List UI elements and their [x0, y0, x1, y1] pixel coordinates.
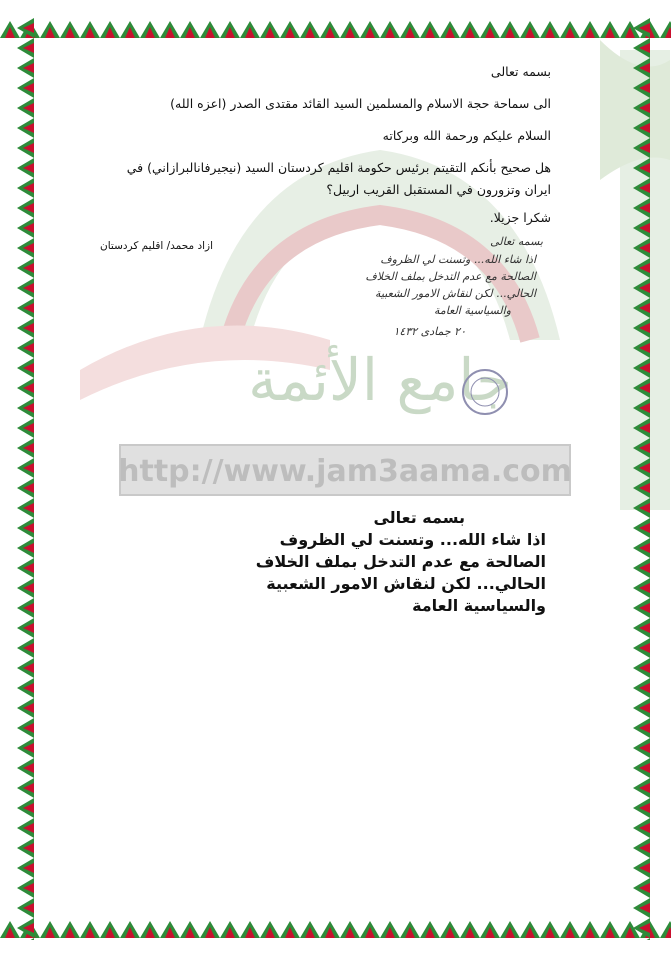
border-motif: [17, 858, 34, 878]
border-motif: [633, 198, 650, 218]
border-motif: [17, 558, 34, 578]
letter-sender: ازاد محمد/ اقليم كردستان: [100, 240, 214, 252]
border-motif: [633, 598, 650, 618]
border-motif: [17, 718, 34, 738]
border-motif: [300, 21, 320, 38]
border-motif: [633, 58, 650, 78]
border-motif: [633, 498, 650, 518]
border-motif: [17, 18, 34, 38]
border-motif: [17, 398, 34, 418]
border-motif: [460, 921, 480, 938]
transcription-line3: الصالحة مع عدم التدخل بملف الخلاف: [255, 552, 546, 571]
border-motif: [560, 921, 580, 938]
transcription-line2: اذا شاء الله... وتسنت لي الظروف: [279, 530, 546, 549]
border-motif: [320, 21, 340, 38]
letter-thanks: شكرا جزيلا.: [489, 210, 551, 225]
border-left: [14, 18, 36, 940]
border-motif: [17, 798, 34, 818]
border-motif: [633, 898, 650, 918]
border-motif: [633, 718, 650, 738]
border-motif: [17, 238, 34, 258]
border-motif: [633, 618, 650, 638]
border-motif: [280, 21, 300, 38]
border-motif: [17, 758, 34, 778]
border-motif: [633, 858, 650, 878]
border-motif: [17, 838, 34, 858]
watermark-logo-text: جامع الأئمة: [248, 346, 512, 414]
border-motif: [520, 921, 540, 938]
border-motif: [480, 921, 500, 938]
border-motif: [360, 21, 380, 38]
border-motif: [17, 258, 34, 278]
border-motif: [633, 158, 650, 178]
border-motif: [17, 78, 34, 98]
border-motif: [633, 438, 650, 458]
letter-question-line2: ايران وتزورون في المستقبل القريب اربيل؟: [326, 182, 551, 197]
border-motif: [600, 921, 620, 938]
border-motif: [280, 921, 300, 938]
border-motif: [600, 21, 620, 38]
handwritten-line2: اذا شاء الله... وتسنت لي الظروف: [380, 253, 536, 266]
border-motif: [180, 921, 200, 938]
border-motif: [633, 418, 650, 438]
border-motif: [17, 938, 34, 940]
border-motif: [17, 418, 34, 438]
border-motif: [17, 178, 34, 198]
handwritten-line1: بسمه تعالى: [490, 235, 543, 248]
border-motif: [300, 921, 320, 938]
border-motif: [633, 358, 650, 378]
handwritten-line3: الصالحة مع عدم التدخل بملف الخلاف: [365, 270, 536, 283]
border-motif: [633, 478, 650, 498]
border-motif: [660, 921, 671, 938]
border-motif: [340, 921, 360, 938]
border-bottom: [0, 918, 671, 940]
border-motif: [17, 278, 34, 298]
border-motif: [17, 318, 34, 338]
border-motif: [140, 921, 160, 938]
border-motif: [633, 118, 650, 138]
border-motif: [420, 21, 440, 38]
border-motif: [633, 18, 650, 38]
border-motif: [60, 921, 80, 938]
border-motif: [460, 21, 480, 38]
border-motif: [17, 58, 34, 78]
border-motif: [17, 298, 34, 318]
border-motif: [580, 21, 600, 38]
border-motif: [340, 21, 360, 38]
border-motif: [360, 921, 380, 938]
border-motif: [17, 638, 34, 658]
border-motif: [220, 921, 240, 938]
transcription-line1: بسمه تعالى: [373, 508, 465, 527]
border-motif: [140, 21, 160, 38]
border-motif: [633, 738, 650, 758]
border-motif: [633, 538, 650, 558]
letter-addressee: الى سماحة حجة الاسلام والمسلمين السيد القائد مقتدى الصدر (اعزه الله): [170, 96, 551, 111]
letter-question-line1: هل صحيح بأنكم التقيتم برئيس حكومة اقليم كردستان السيد (نيجيرفانالبرازاني) في: [126, 160, 551, 175]
border-motif: [17, 618, 34, 638]
border-motif: [633, 78, 650, 98]
border-motif: [500, 921, 520, 938]
border-motif: [633, 518, 650, 538]
handwritten-line5: والسياسية العامة: [434, 304, 511, 317]
border-motif: [17, 878, 34, 898]
border-top: [0, 18, 671, 40]
border-motif: [400, 921, 420, 938]
border-motif: [540, 921, 560, 938]
border-motif: [633, 38, 650, 58]
border-motif: [580, 921, 600, 938]
border-motif: [400, 21, 420, 38]
border-motif: [560, 21, 580, 38]
border-motif: [220, 21, 240, 38]
border-motif: [520, 21, 540, 38]
border-motif: [17, 458, 34, 478]
border-motif: [17, 658, 34, 678]
border-motif: [633, 578, 650, 598]
border-motif: [240, 921, 260, 938]
border-motif: [633, 238, 650, 258]
transcription-line4: الحالي... لكن لنقاش الامور الشعبية: [266, 574, 546, 593]
border-motif: [633, 658, 650, 678]
border-right: [630, 18, 652, 940]
border-motif: [420, 921, 440, 938]
border-motif: [17, 118, 34, 138]
watermark-url: http://www.jam3aama.com: [118, 454, 572, 489]
border-motif: [17, 738, 34, 758]
border-motif: [17, 498, 34, 518]
border-motif: [160, 921, 180, 938]
border-motif: [17, 158, 34, 178]
border-motif: [17, 578, 34, 598]
border-motif: [240, 21, 260, 38]
border-motif: [200, 921, 220, 938]
border-motif: [17, 538, 34, 558]
border-motif: [17, 698, 34, 718]
border-motif: [633, 818, 650, 838]
border-motif: [17, 478, 34, 498]
border-motif: [633, 178, 650, 198]
border-motif: [380, 921, 400, 938]
border-motif: [440, 21, 460, 38]
border-motif: [17, 358, 34, 378]
border-motif: [633, 778, 650, 798]
border-motif: [17, 338, 34, 358]
border-motif: [633, 338, 650, 358]
border-motif: [120, 21, 140, 38]
border-motif: [17, 378, 34, 398]
border-motif: [17, 598, 34, 618]
border-motif: [633, 698, 650, 718]
border-motif: [633, 678, 650, 698]
transcription-line5: والسياسية العامة: [412, 596, 546, 615]
border-motif: [180, 21, 200, 38]
handwritten-date: ٢٠ جمادى ١٤٣٢: [393, 325, 466, 338]
border-motif: [17, 818, 34, 838]
border-motif: [633, 138, 650, 158]
border-motif: [17, 918, 34, 938]
border-motif: [17, 198, 34, 218]
border-motif: [633, 458, 650, 478]
border-motif: [200, 21, 220, 38]
border-motif: [633, 278, 650, 298]
border-motif: [633, 558, 650, 578]
border-motif: [540, 21, 560, 38]
border-motif: [40, 21, 60, 38]
border-motif: [40, 921, 60, 938]
border-motif: [17, 778, 34, 798]
border-motif: [633, 258, 650, 278]
border-motif: [100, 921, 120, 938]
border-motif: [440, 921, 460, 938]
border-motif: [17, 898, 34, 918]
border-motif: [633, 398, 650, 418]
letter-salutation: السلام عليكم ورحمة الله وبركاته: [382, 128, 551, 143]
border-motif: [80, 21, 100, 38]
border-motif: [160, 21, 180, 38]
border-motif: [633, 758, 650, 778]
border-motif: [633, 798, 650, 818]
border-motif: [633, 878, 650, 898]
border-motif: [633, 298, 650, 318]
border-motif: [260, 921, 280, 938]
border-motif: [260, 21, 280, 38]
border-motif: [17, 218, 34, 238]
border-motif: [80, 921, 100, 938]
border-motif: [633, 378, 650, 398]
border-motif: [17, 678, 34, 698]
border-motif: [660, 21, 671, 38]
border-motif: [380, 21, 400, 38]
border-motif: [633, 938, 650, 940]
border-motif: [17, 138, 34, 158]
border-motif: [17, 38, 34, 58]
border-motif: [100, 21, 120, 38]
border-motif: [17, 98, 34, 118]
letter-greeting: بسمه تعالى: [490, 64, 551, 79]
border-motif: [633, 918, 650, 938]
border-motif: [500, 21, 520, 38]
border-motif: [480, 21, 500, 38]
border-motif: [120, 921, 140, 938]
border-motif: [633, 638, 650, 658]
border-motif: [633, 98, 650, 118]
border-motif: [633, 218, 650, 238]
border-motif: [60, 21, 80, 38]
border-motif: [633, 318, 650, 338]
border-motif: [633, 838, 650, 858]
border-motif: [17, 438, 34, 458]
border-motif: [320, 921, 340, 938]
border-motif: [17, 518, 34, 538]
handwritten-line4: الحالي... لكن لنقاش الامور الشعبية: [375, 287, 536, 300]
